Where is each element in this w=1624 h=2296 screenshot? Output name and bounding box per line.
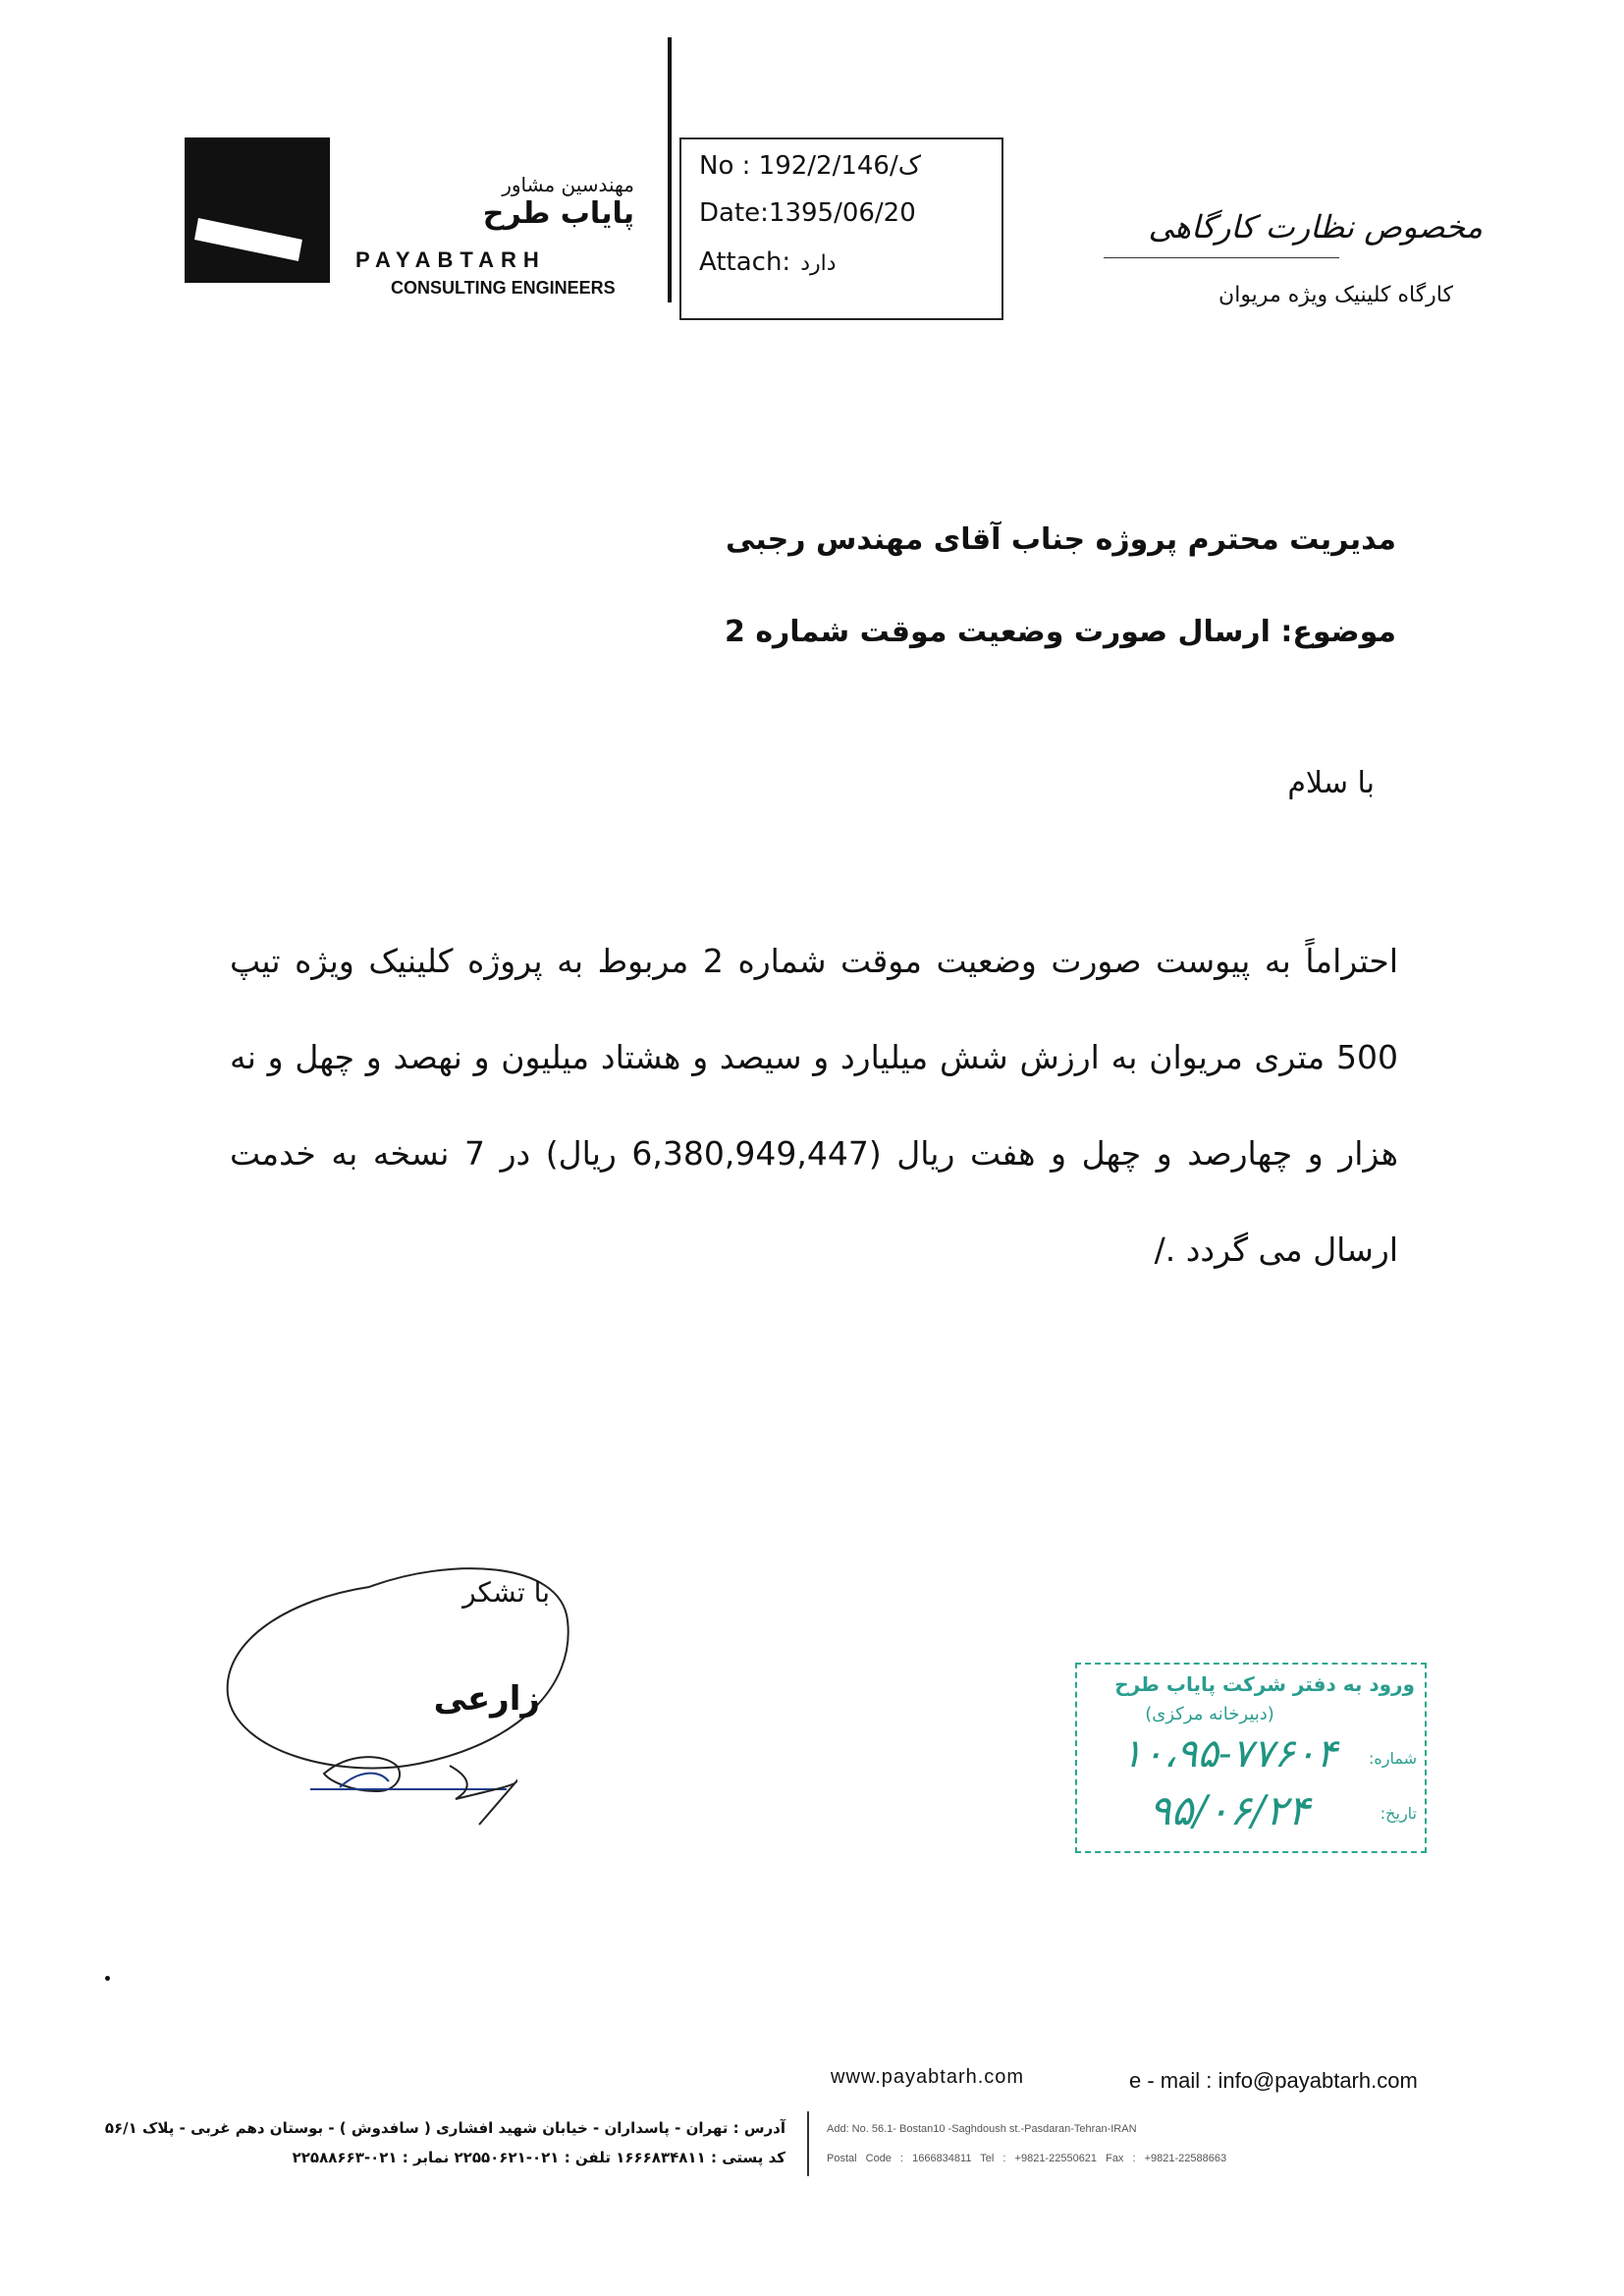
stamp-title: ورود به دفتر شرکت پایاب طرح	[1114, 1672, 1415, 1696]
special-note: مخصوص نظارت کارگاهی	[1148, 208, 1483, 246]
reference-number-label: No :	[699, 151, 759, 181]
signer-name: زارعی	[433, 1679, 540, 1719]
reference-attachment-label: Attach:	[699, 247, 791, 277]
stamp-date-label: تاریخ:	[1380, 1804, 1417, 1823]
greeting: با سلام	[1287, 766, 1375, 800]
closing: با تشکر	[462, 1576, 550, 1609]
reference-box	[679, 137, 1003, 320]
special-note-underline	[1104, 257, 1339, 258]
footer-address-fa: آدرس : تهران - پاسداران - خیابان شهید افشاری ( سافدوش ) - بوستان دهم غربی - پلاک ۵۶/۱	[104, 2119, 785, 2137]
firm-subtitle-fa: مهندسین مشاور	[502, 173, 634, 196]
reference-number	[699, 151, 921, 181]
stamp-subtitle: (دبیرخانه مرکزی)	[1145, 1704, 1274, 1724]
subject: موضوع: ارسال صورت وضعیت موقت شماره 2	[725, 615, 1396, 649]
stamp-number-label: شماره:	[1368, 1749, 1417, 1768]
footer-divider	[807, 2111, 809, 2176]
recipient: مدیریت محترم پروژه جناب آقای مهندس رجبی	[726, 522, 1396, 557]
reference-date-value: 1395/06/20	[768, 198, 916, 228]
stamp-number: ۱۰،۹۵-۷۷۶۰۴	[1121, 1731, 1337, 1777]
footer-website[interactable]: www.payabtarh.com	[831, 2066, 1025, 2088]
firm-subtitle-en: CONSULTING ENGINEERS	[391, 278, 616, 298]
reference-number-value: 192/2/ک/146	[758, 151, 922, 181]
footer-contact-en: Postal Code : 1666834811 Tel : +9821-22550621 Fax : +9821-22588663	[827, 2153, 1227, 2164]
reference-attachment-value: دارد	[800, 251, 837, 276]
header-divider	[668, 37, 672, 302]
footer-email[interactable]: e - mail : info@payabtarh.com	[1129, 2068, 1418, 2093]
letter-body: احتراماً به پیوست صورت وضعیت موقت شماره 2 مربوط به پروژه کلینیک ویژه تیپ 500 متری مریوان به ارزش شش میلیارد و سیصد و هشتاد میلیون و نهصد و چهل و نه هزار و چهارصد و چهل و هفت ریال (6,380,949,447 ریال) در 7 نسخه به خدمت ارسال می گردد ./	[230, 942, 1399, 1269]
company-logo	[185, 137, 330, 283]
stamp-date: ۹۵/۰۶/۲۴	[1149, 1786, 1310, 1834]
site-name: کارگاه کلینیک ویژه مریوان	[1218, 283, 1453, 307]
reference-attachment	[699, 247, 837, 277]
firm-name-en: PAYABTARH	[355, 247, 546, 272]
firm-name-fa: پایاب طرح	[482, 196, 634, 231]
reference-date	[699, 198, 916, 228]
reference-date-label: Date:	[699, 198, 769, 228]
footer-address-en: Add: No. 56.1- Bostan10 -Saghdoush st.-Pasdaran-Tehran-IRAN	[827, 2123, 1137, 2135]
footer-contact-fa: کد پستی : ۱۶۶۶۸۳۴۸۱۱ تلفن : ۰۲۱-۲۲۵۵۰۶۲۱ نمابر : ۰۲۱-۲۲۵۸۸۶۶۳	[292, 2149, 785, 2166]
stray-mark	[105, 1976, 110, 1981]
receipt-stamp	[1075, 1663, 1427, 1853]
